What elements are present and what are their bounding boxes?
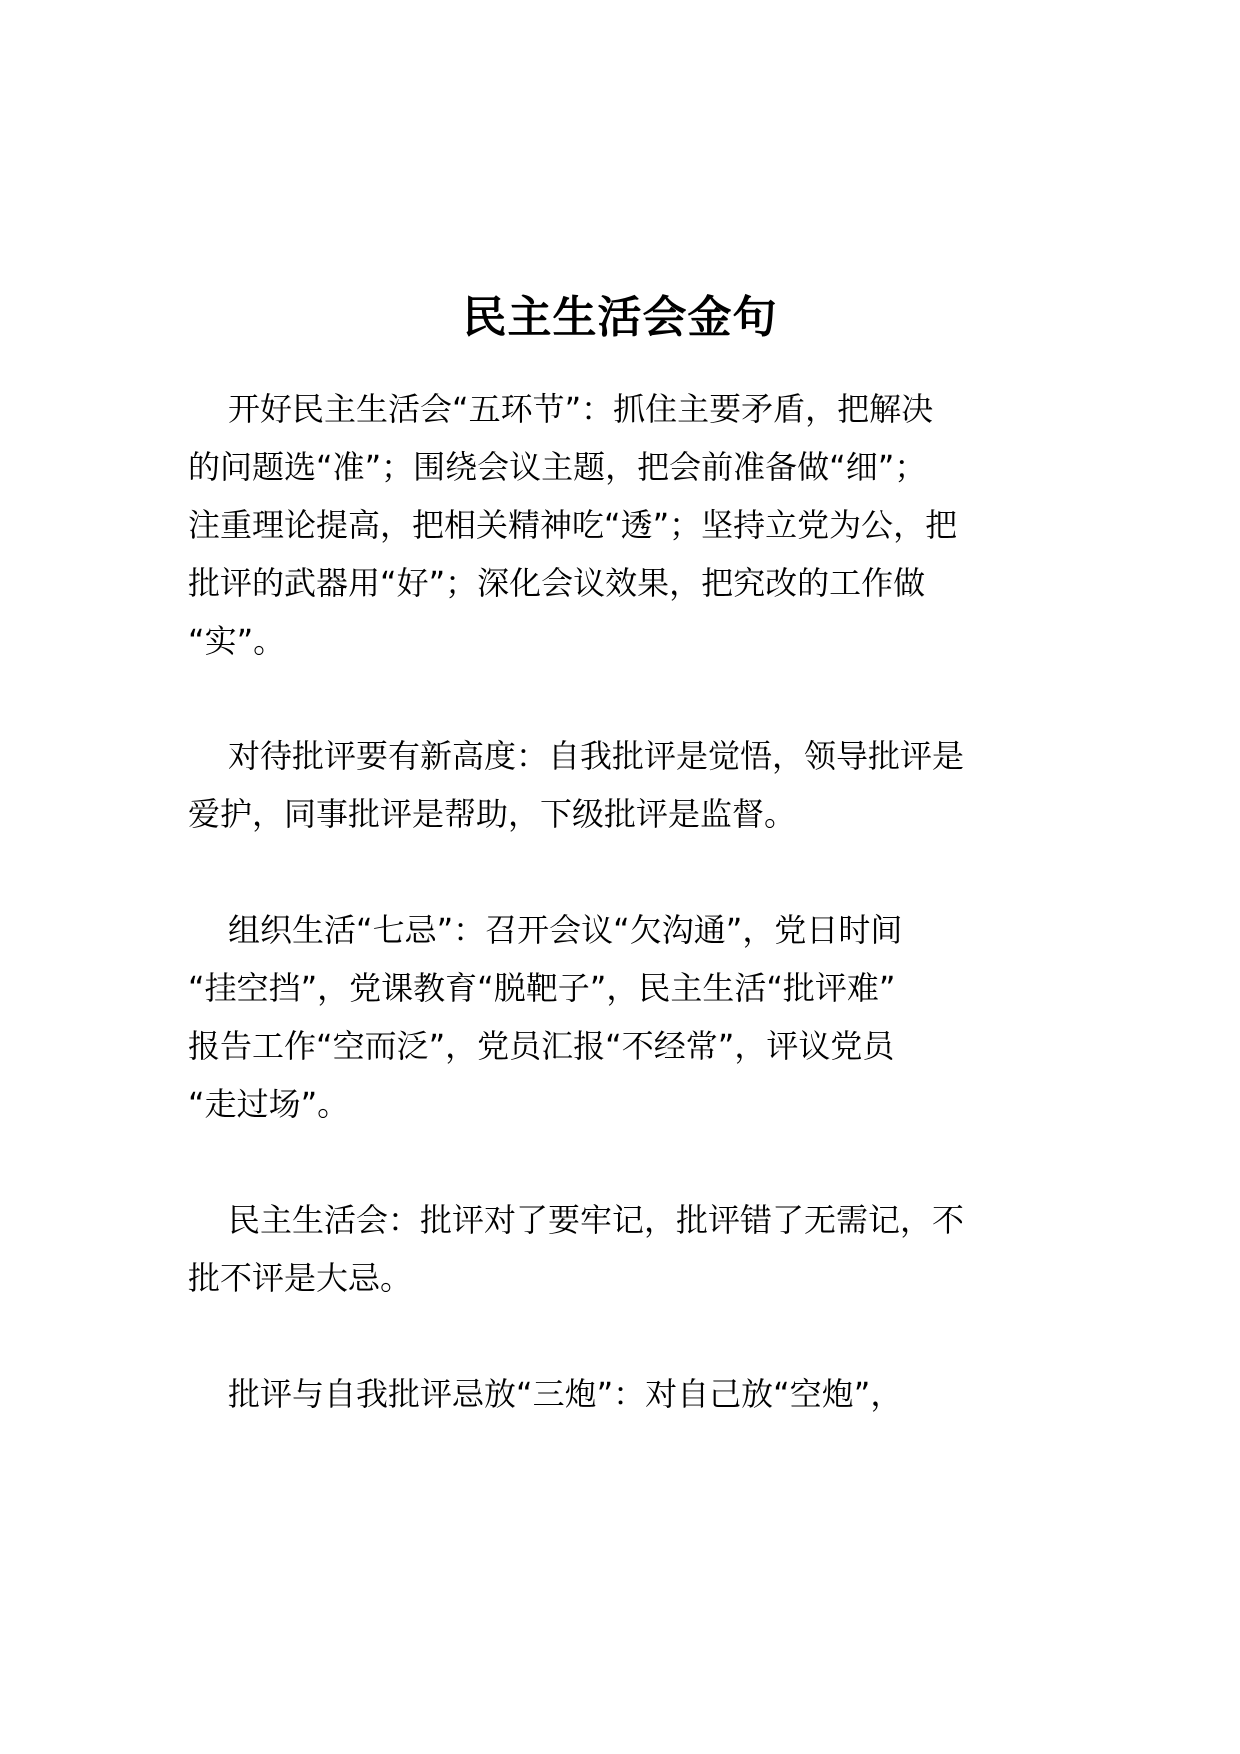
paragraph-line: 批评与自我批评忌放“三炮”：对自己放“空炮”， <box>228 1375 903 1413</box>
paragraph-line: 报告工作“空而泛”，党员汇报“不经常”，评议党员 <box>188 1027 895 1065</box>
paragraph-line: 的问题选“准”；围绕会议主题，把会前准备做“细”； <box>188 448 927 486</box>
paragraph-line: 批不评是大忌。 <box>188 1259 413 1297</box>
paragraph-line: 组织生活“七忌”：召开会议“欠沟通”，党日时间 <box>228 911 903 949</box>
paragraph-line: 批评的武器用“好”；深化会议效果，把究改的工作做 <box>188 564 926 602</box>
page-title: 民主生活会金句 <box>462 292 778 343</box>
paragraph-line: “实”。 <box>188 622 286 660</box>
paragraph-line: 对待批评要有新高度：自我批评是觉悟，领导批评是 <box>228 737 965 775</box>
paragraph-line: 开好民主生活会“五环节”：抓住主要矛盾，把解决 <box>228 390 934 428</box>
paragraph-line: “挂空挡”，党课教育“脱靶子”，民主生活“批评难” <box>188 969 896 1007</box>
paragraph-line: 民主生活会：批评对了要牢记，批评错了无需记，不 <box>228 1201 965 1239</box>
paragraph-line: 爱护，同事批评是帮助，下级批评是监督。 <box>188 795 797 833</box>
paragraph-line: “走过场”。 <box>188 1085 350 1123</box>
paragraph-line: 注重理论提高，把相关精神吃“透”；坚持立党为公，把 <box>188 506 958 544</box>
